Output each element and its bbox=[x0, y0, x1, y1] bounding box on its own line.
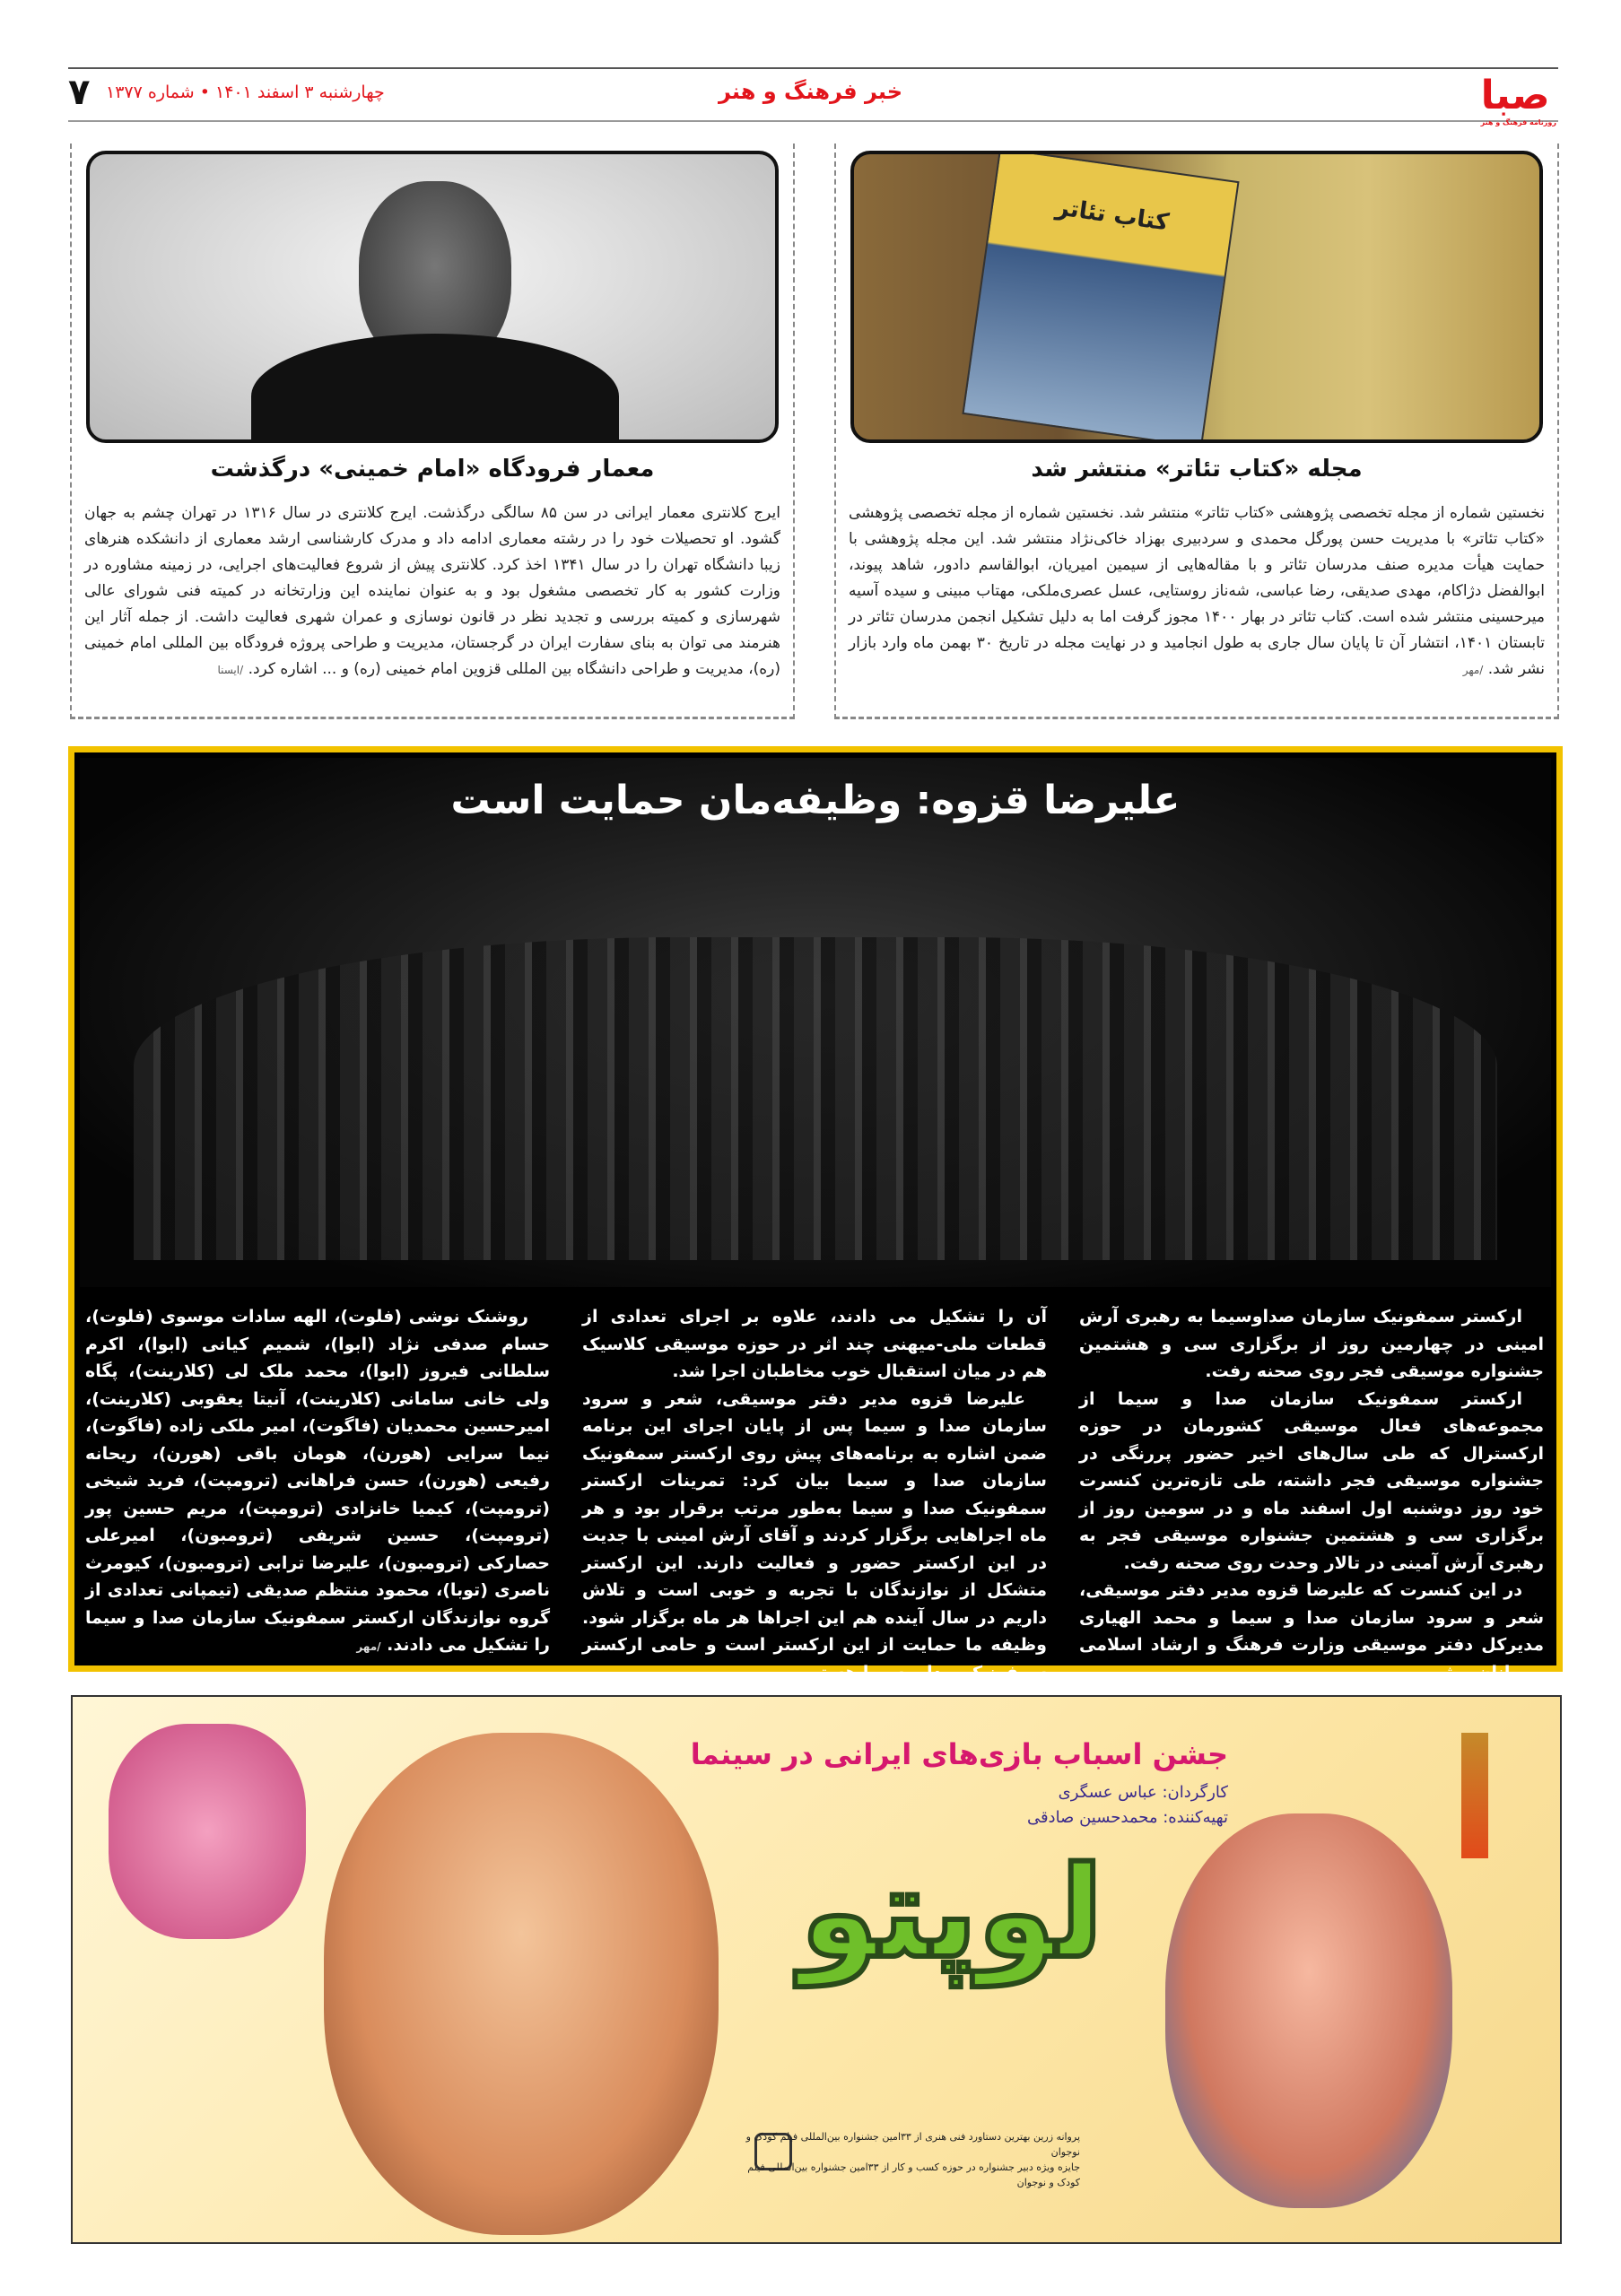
old-man-character-illustration bbox=[1165, 1813, 1452, 2208]
toy-character-illustration bbox=[109, 1724, 306, 1939]
award-line: جایزه ویژه دبیر جشنواره در حوزه کسب و کار از ۳۳امین جشنواره بین‌المللی فیلم کودک و نوجوان bbox=[747, 2161, 1080, 2188]
dateline: چهارشنبه ۳ اسفند ۱۴۰۱ • شماره ۱۳۷۷ bbox=[106, 83, 385, 102]
paragraph: علیرضا قزوه مدیر دفتر موسیقی، شعر و سرود سازمان صدا و سیما پس از پایان اجرای این برنامه ضمن اشاره به برنامه‌های پیش روی ارکستر سمفونیک سازمان صدا و سیما بیان کرد: تمرینات ارکستر سمفونیک صدا و سیما به‌طور مرتب برقرار بود و هر ماه اجراهایی برگزار کردند و آقای آرش امینی با جدیت در این ارکستر حضور و فعالیت دارند. این ارکستر متشکل از نوازندگان با تجربه و خوبی است و تلاش داریم در سال آینده هم این اجراها هر ماه برگزار شود. وظیفه ما حمایت از این ارکستر است و حامی ارکستر سمفونیک صدا و سیما هستیم. bbox=[582, 1388, 1047, 1683]
orchestra-column-2 bbox=[582, 1303, 1047, 1686]
newspaper-logo: صبا روزنامه فرهنگ و هنر bbox=[1480, 73, 1556, 126]
movie-advertisement bbox=[71, 1695, 1562, 2244]
sponsor-logos bbox=[1461, 1733, 1488, 1858]
article-headline: مجله «کتاب تئاتر» منتشر شد bbox=[1031, 456, 1363, 483]
orchestra-article bbox=[68, 746, 1563, 1683]
boy-character-illustration bbox=[324, 1733, 719, 2235]
orchestra-column-1 bbox=[1079, 1303, 1544, 1686]
paragraph: در این کنسرت که علیرضا قزوه مدیر دفتر موسیقی، شعر و سرود سازمان صدا و سیما و محمد الهیاری مدیرکل دفتر موسیقی وزارت فرهنگ و ارشاد اسلامی مهمانان ویژه bbox=[1079, 1580, 1544, 1683]
article-headline: معمار فرودگاه «امام خمینی» درگذشت bbox=[210, 456, 655, 483]
paragraph: آن را تشکیل می دادند، علاوه بر اجرای تعدادی از قطعات ملی-میهنی چند اثر در حوزه موسیقی کلاسیک هم در میان استقبال خوب مخاطبان اجرا شد. bbox=[582, 1307, 1047, 1381]
article-architect-obituary bbox=[70, 144, 795, 719]
orchestra-headline: علیرضا قزوه: وظیفه‌مان حمایت است bbox=[450, 778, 1181, 823]
ad-tagline: جشن اسباب بازی‌های ایرانی در سینما bbox=[690, 1737, 1228, 1771]
book-cover-title: کتاب تئاتر bbox=[1054, 194, 1171, 237]
ad-director: کارگردان: عباس عسگری bbox=[1058, 1783, 1228, 1802]
orchestra-column-3 bbox=[85, 1303, 550, 1661]
paragraph: روشنک نوشی (فلوت)، الهه سادات موسوی (فلوت)، حسام صدفی نژاد (ابوا)، شمیم کیانی (ابوا)، اکرم سلطانی فیروز (ابوا)، محمد ملک لی (کلارینت)، پگاه ولی خانی سامانی (کلارینت)، آنیتا یعقوبی (کلارینت)، امیرحسین محمدیان (فاگوت)، امیر ملکی زاده (فاگوت)، نیما سرایی (هورن)، هومان باقی (هورن)، ریحانه رفیعی (هورن)، حسن فراهانی (ترومپت)، فرید شیخی (ترومپت)، کیمیا خانزادی (ترومپت)، مریم حسین پور (ترومپت)، حسین شریفی (ترومبون)، امیرعلی حصارکی (ترومبون)، علیرضا ترابی (ترومبون)، کیومرث ناصری (توبا)، محمود منتظم صدیقی (تیمپانی تعدادی از گروه نوازندگان ارکستر سمفونیک سازمان صدا و سیما را تشکیل می دادند. /مهر bbox=[85, 1307, 550, 1655]
architect-portrait-photo bbox=[86, 151, 779, 443]
page-number: ۷ bbox=[68, 72, 91, 113]
article-body: ایرج کلانتری معمار ایرانی در سن ۸۵ سالگی درگذشت. ایرج کلانتری در سال ۱۳۱۶ در تهران چشم به جهان گشود. او تحصیلات خود را در رشته معماری ادامه داد و مدرک کارشناسی ارشد معماری از دانشکده هنرهای زیبا دانشگاه تهران را در سال ۱۳۴۱ اخذ کرد. کلانتری پیش از شروع فعالیت‌های اجرایی، در زمینه مشاوره در وزارت کشور به کار تخصصی مشغول بود و به عنوان نماینده این وزارتخانه در کمیته فنی شورای عالی شهرسازی و کمیته بررسی و تجدید نظر در قانون نوسازی و عمران شهری فعالیت داشت. از جمله آثار این هنرمند می توان به بنای سفارت ایران در گرجستان، مدیریت و طراحی پروژه فرودگاه بین المللی امام خمینی (ره)، مدیریت و طراحی دانشگاه بین المللی قزوین امام خمینی (ره) و ... اشاره کرد. /ایسنا bbox=[84, 504, 781, 678]
paragraph: ارکستر سمفونیک سازمان صدا و سیما از مجموعه‌های فعال موسیقی کشورمان در حوزه ارکسترال که طی سال‌های اخیر حضور پررنگی در جشنواره موسیقی فجر داشته، طی تازه‌ترین کنسرت خود روز دوشنبه اول اسفند ماه و در سومین روز از برگزاری سی و هشتمین جشنواره موسیقی فجر به رهبری آرش آمینی در تالار وحدت روی صحنه رفت. bbox=[1079, 1388, 1544, 1573]
ad-awards bbox=[735, 2129, 1129, 2190]
orchestra-concert-photo bbox=[80, 758, 1551, 1287]
article-body: نخستین شماره از مجله تخصصی پژوهشی «کتاب تئاتر» منتشر شد. نخستین شماره از مجله تخصصی پژوهشی «کتاب تئاتر» با مدیریت حسن پورگل محمدی و سردبیری بهزاد خاکی‌نژاد منتشر شد. این مجله پژوهشی با حمایت هیأت مدیره صنف مدرسان تئاتر و با مقاله‌هایی از سیمین امیریان، ابوالقاسم دادور، شاهد پیوند، ابوالفضل دژاکام، مهدی صدیقی، رضا عباسی، شه‌ناز روستایی، عسل عصری‌ملکی، مهتاب مبینی و سیده آسیه میرحسینی منتشر شده است. کتاب تئاتر در بهار ۱۴۰۰ مجوز گرفت اما به دلیل تشکیل انجمن مدرسان تئاتر در تابستان ۱۴۰۱، انتشار آن تا پایان سال جاری به طول انجامید و در نهایت مجله در تاریخ ۳۰ بهمن ماه وارد بازار نشر شد. /مهر bbox=[849, 504, 1546, 678]
header-top-rule bbox=[68, 67, 1558, 69]
section-title: خبر فرهنگ و هنر bbox=[718, 79, 903, 104]
movie-title-logo: لوپتو bbox=[800, 1840, 1103, 1987]
theatre-book-photo bbox=[850, 151, 1543, 443]
article-theatre-book bbox=[834, 144, 1559, 719]
award-line: پروانه زرین بهترین دستاورد فنی هنری از ۳۳امین جشنواره بین‌المللی فیلم کودک و نوجوان bbox=[745, 2131, 1080, 2158]
header-bottom-rule bbox=[68, 120, 1558, 122]
paragraph: ارکستر سمفونیک سازمان صداوسیما به رهبری آرش امینی در چهارمین روز از برگزاری سی و هشتمین جشنواره موسیقی فجر روی صحنه رفت. bbox=[1079, 1307, 1544, 1381]
ad-producer: تهیه‌کننده: محمدحسین صادقی bbox=[1026, 1808, 1228, 1827]
